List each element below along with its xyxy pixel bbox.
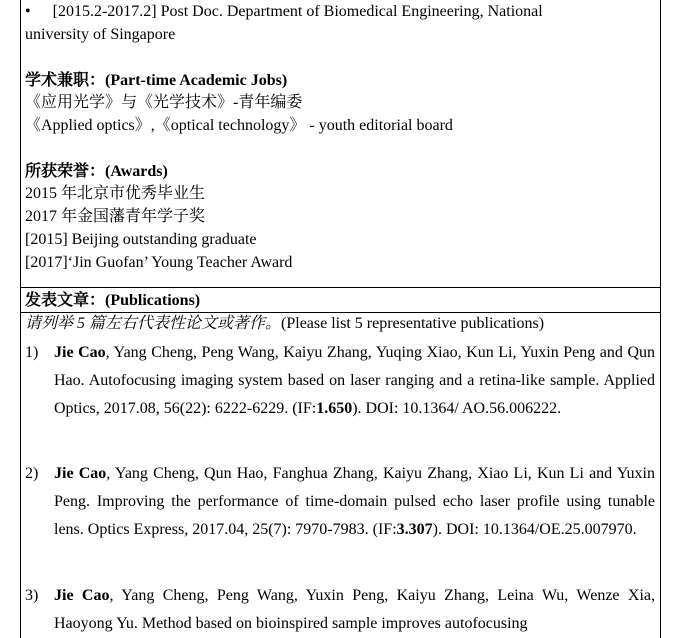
publication-citation bbox=[54, 460, 655, 544]
publication-number: 2) bbox=[25, 465, 39, 482]
award-item: 2015 年北京市优秀毕业生 bbox=[25, 185, 206, 202]
publication-citation bbox=[54, 582, 655, 638]
experience-text-2: university of Singapore bbox=[25, 26, 176, 43]
award-item: [2017]‘Jin Guofan’ Young Teacher Award bbox=[25, 254, 293, 271]
publication-citation bbox=[54, 339, 655, 423]
impact-factor: 3.307 bbox=[396, 521, 433, 538]
publications-instruction bbox=[25, 314, 544, 334]
publication-number: 1) bbox=[25, 344, 39, 361]
award-item: 2017 年金国藩青年学子奖 bbox=[25, 208, 206, 225]
first-author: Jie Cao bbox=[54, 344, 106, 361]
part-time-cn-line: 《应用光学》与《光学技术》-青年编委 bbox=[25, 94, 303, 111]
citation-doi: ). DOI: 10.1364/ AO.56.006222. bbox=[352, 400, 562, 417]
publication-number: 3) bbox=[25, 587, 39, 604]
impact-factor: 1.650 bbox=[316, 400, 353, 417]
part-time-role: - youth editorial board bbox=[305, 117, 453, 134]
citation-text: , Yang Cheng, Qun Hao, Fanghua Zhang, Kaiyu Zhang, Xiao Li, Kun Li and Yuxin Peng. Improving the performance of time-domain pulsed echo laser profile using tunable lens. Optics Express, 2017.04, 25(7): 7970-7983. (IF: bbox=[54, 465, 655, 538]
first-author: Jie Cao bbox=[54, 465, 107, 482]
instruction-en: (Please list 5 representative publications) bbox=[281, 315, 545, 332]
awards-heading bbox=[25, 162, 168, 182]
row-divider bbox=[20, 312, 661, 313]
citation-text: , Yang Cheng, Peng Wang, Yuxin Peng, Kaiyu Zhang, Leina Wu, Wenze Xia, Haoyong Yu. Method based on bioinspired sample improves autofocusing bbox=[54, 587, 655, 632]
part-time-heading-en: (Part-time Academic Jobs) bbox=[105, 72, 288, 89]
awards-heading-en: (Awards) bbox=[105, 163, 168, 180]
award-item: [2015] Beijing outstanding graduate bbox=[25, 231, 257, 248]
publications-heading-en: (Publications) bbox=[105, 292, 201, 309]
part-time-heading bbox=[25, 71, 287, 91]
instruction-cn: 请列举 5 篇左右代表性论文或著作。 bbox=[25, 315, 282, 332]
first-author: Jie Cao bbox=[54, 587, 110, 604]
awards-heading-cn: 所获荣誉： bbox=[25, 163, 106, 180]
citation-text: , Yang Cheng, Peng Wang, Kaiyu Zhang, Yuqing Xiao, Kun Li, Yuxin Peng and Qun Hao. Autofocusing imaging system based on laser ranging and a retina-like sample. Applied Optics, 2017.08, 56(22): 6222-6229. (IF: bbox=[54, 344, 655, 417]
publications-heading-cn: 发表文章： bbox=[25, 292, 106, 309]
experience-text-1: [2015.2-2017.2] Post Doc. Department of Biomedical Engineering, National bbox=[52, 3, 543, 20]
part-time-en-line bbox=[25, 116, 453, 136]
bullet: • bbox=[25, 3, 31, 20]
publications-heading bbox=[25, 291, 200, 311]
citation-doi: ). DOI: 10.1364/OE.25.007970. bbox=[432, 521, 637, 538]
row-divider bbox=[20, 287, 661, 288]
part-time-heading-cn: 学术兼职： bbox=[25, 72, 106, 89]
experience-line bbox=[25, 2, 657, 22]
part-time-journals: 《Applied optics》,《optical technology》 bbox=[25, 117, 306, 134]
